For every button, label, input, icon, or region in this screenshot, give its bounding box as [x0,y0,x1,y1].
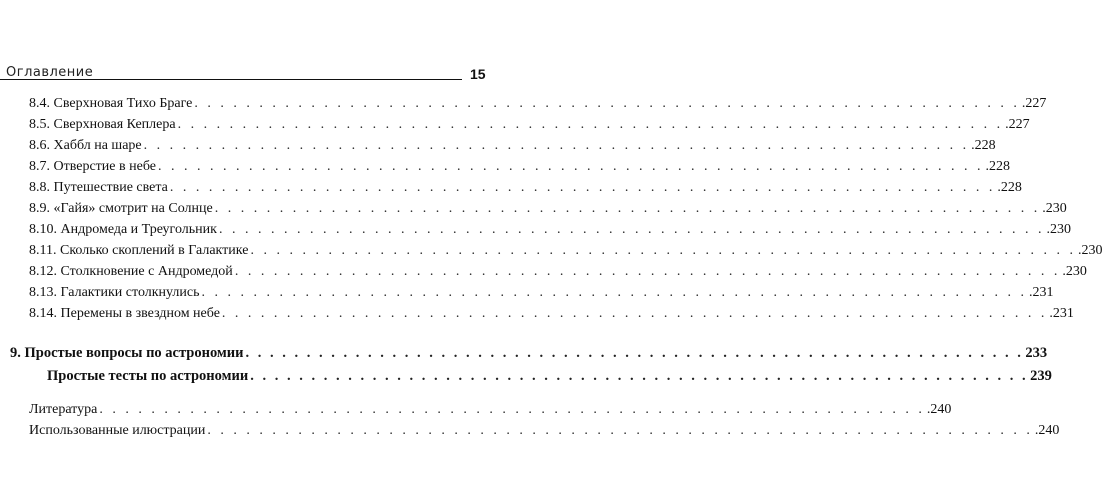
toc-entry [29,262,1087,282]
toc-entry-title: 8.9. «Гайя» смотрит на Солнце [29,201,213,216]
header-rule [0,79,462,80]
leader-dots: . . . . . . . . . . . . . . . . . . . . . . . . . . . . . . . . . . . . . . . . . . . . . . . . . . . . . . . . . . . . . . . . [234,264,1061,279]
leader-dots: . . . . . . . . . . . . . . . . . . . . . . . . . . . . . . . . . . . . . . . . . . . . . . . . . . . . . . . . . . . . . . . . [250,243,1076,258]
leader-dots: . . . . . . . . . . . . . . . . . . . . . . . . . . . . . . . . . . . . . . . . . . . . . . . . . . . . . . . . . . . . . . . . [99,402,925,417]
toc-chapter [47,366,1052,386]
toc-entry-page: .230 [1077,243,1102,258]
toc-entry [29,157,1010,177]
toc-entry-title: 8.13. Галактики столкнулись [29,285,200,300]
toc-entry-title: 8.7. Отверстие в небе [29,159,156,174]
leader-dots: . . . . . . . . . . . . . . . . . . . . . . . . . . . . . . . . . . . . . . . . . . . . . . . . . . . . . . . . . . . . . . . . [245,345,1024,361]
toc-entry [29,199,1067,219]
toc-entry-title: 8.14. Перемены в звездном небе [29,306,220,321]
leader-dots: . . . . . . . . . . . . . . . . . . . . . . . . . . . . . . . . . . . . . . . . . . . . . . . . . . . . . . . . . . . . . . . . [221,306,1048,321]
toc-entry [29,241,1102,261]
toc-entry-title: 8.8. Путешествие света [29,180,168,195]
toc-entry [29,421,1060,441]
toc-entry [29,115,1030,135]
toc-entry [29,178,1022,198]
page-number: 15 [470,66,486,82]
toc-entry-title: 8.10. Андромеда и Треугольник [29,222,217,237]
toc-entry-page: .231 [1049,306,1074,321]
toc-entry-title: 8.5. Сверхновая Кеплера [29,117,176,132]
toc-chapter-page: 233 [1025,345,1048,361]
toc-entry [29,304,1074,324]
toc-entry-page: .228 [971,138,996,153]
toc-entry-page: .230 [1062,264,1087,279]
leader-dots: . . . . . . . . . . . . . . . . . . . . . . . . . . . . . . . . . . . . . . . . . . . . . . . . . . . . . . . . . . . . . . . . [157,159,984,174]
toc-entry-page: .240 [1034,423,1060,438]
toc-entry-title: 8.6. Хаббл на шаре [29,138,142,153]
leader-dots: . . . . . . . . . . . . . . . . . . . . . . . . . . . . . . . . . . . . . . . . . . . . . . . . . . . . . . . . . . . . . . . . [194,96,1020,111]
toc-chapter [10,343,1048,363]
toc-entry-page: .231 [1029,285,1054,300]
toc-entry-page: .227 [1021,96,1047,111]
leader-dots: . . . . . . . . . . . . . . . . . . . . . . . . . . . . . . . . . . . . . . . . . . . . . . . . . . . . . . . . . . . . . . . . [169,180,996,195]
toc-entry-title: 8.4. Сверхновая Тихо Браге [29,96,193,111]
toc-entry-title: Использованные илюстрации [29,423,206,438]
toc-entry-title: Литература [29,402,98,417]
leader-dots: . . . . . . . . . . . . . . . . . . . . . . . . . . . . . . . . . . . . . . . . . . . . . . . . . . . . . . . . . . . . . . . . [177,117,1004,132]
toc-entry [29,283,1054,303]
toc-entry [29,94,1047,114]
page-header [0,58,500,86]
toc-entry-page: .240 [926,402,952,417]
leader-dots: . . . . . . . . . . . . . . . . . . . . . . . . . . . . . . . . . . . . . . . . . . . . . . . . . . . . . . . . . . . . . . . . [207,423,1033,438]
toc-entry-title: 8.11. Сколько скоплений в Галактике [29,243,249,258]
toc-entry-page: .228 [997,180,1022,195]
toc-entry-page: .227 [1005,117,1030,132]
toc-entry-page: .228 [985,159,1010,174]
toc-entry-title: 8.12. Столкновение с Андромедой [29,264,233,279]
toc-chapter-page: 239 [1030,368,1052,384]
toc-entry [29,400,952,420]
toc-chapter-title: Простые тесты по астрономии [47,368,249,384]
toc-entry [29,136,996,156]
leader-dots: . . . . . . . . . . . . . . . . . . . . . . . . . . . . . . . . . . . . . . . . . . . . . . . . . . . . . . . . . . . . . . . . [250,368,1029,384]
toc-entry-page: .230 [1046,222,1071,237]
toc-chapter-title: 9. Простые вопросы по астрономии [10,345,244,361]
running-title: Оглавление [6,65,94,80]
leader-dots: . . . . . . . . . . . . . . . . . . . . . . . . . . . . . . . . . . . . . . . . . . . . . . . . . . . . . . . . . . . . . . . . [218,222,1045,237]
toc-entry-page: .230 [1042,201,1067,216]
leader-dots: . . . . . . . . . . . . . . . . . . . . . . . . . . . . . . . . . . . . . . . . . . . . . . . . . . . . . . . . . . . . . . . . [143,138,970,153]
leader-dots: . . . . . . . . . . . . . . . . . . . . . . . . . . . . . . . . . . . . . . . . . . . . . . . . . . . . . . . . . . . . . . . . [201,285,1028,300]
toc-entry [29,220,1071,240]
leader-dots: . . . . . . . . . . . . . . . . . . . . . . . . . . . . . . . . . . . . . . . . . . . . . . . . . . . . . . . . . . . . . . . . [214,201,1041,216]
